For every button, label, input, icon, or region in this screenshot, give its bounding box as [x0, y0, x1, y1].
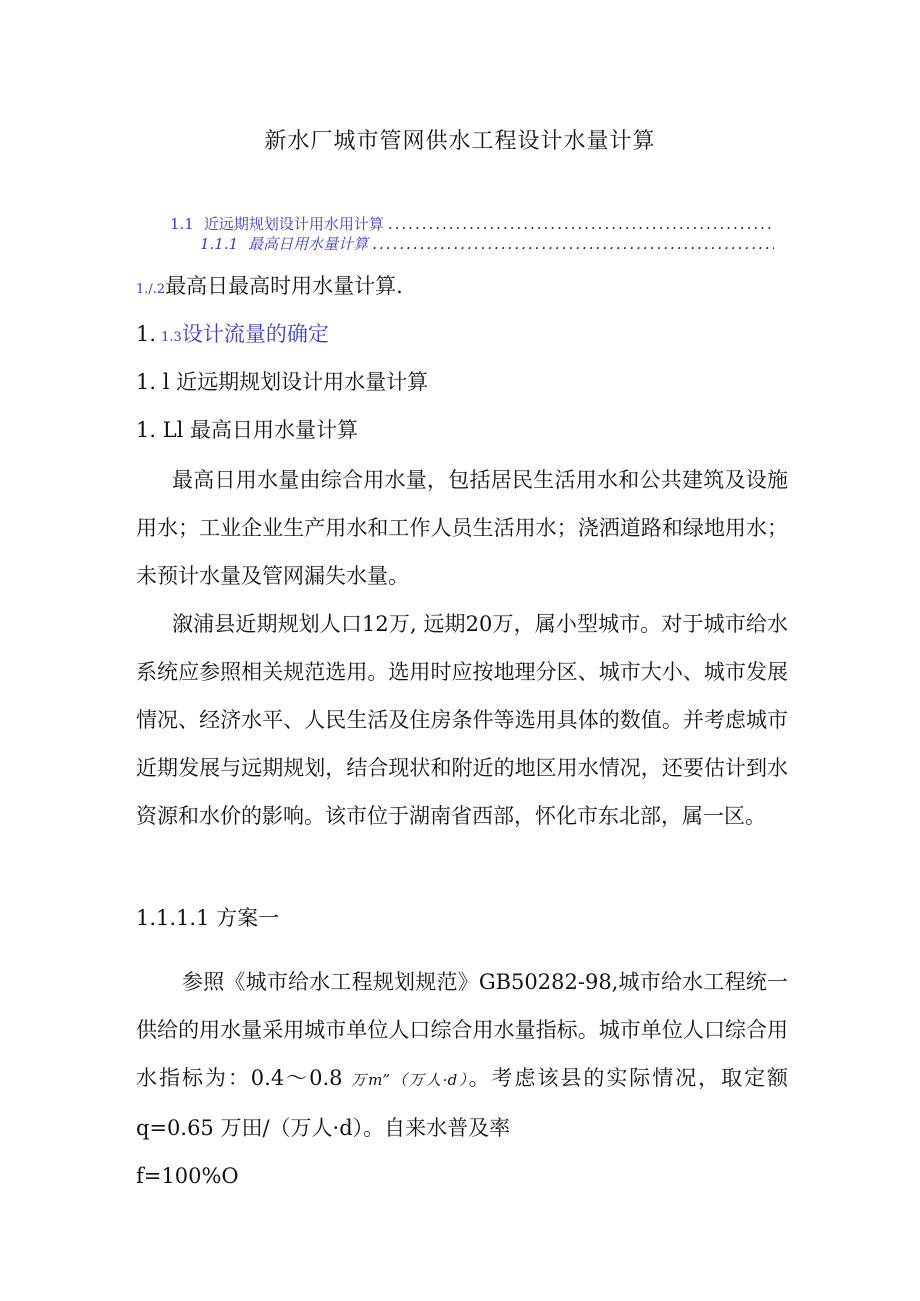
- heading-peak-hour: [136, 270, 403, 300]
- toc-leader-dots: [372, 235, 774, 253]
- heading-number-prefix: 1.: [136, 322, 157, 346]
- heading-option-one: 1.1.1.1 方案一: [136, 906, 280, 930]
- toc-entry-label[interactable]: 最高日用水量计算: [248, 235, 369, 253]
- toc-entry-number: 1.1: [170, 215, 194, 233]
- document-title: 新水厂城市管网供水工程设计水量计算: [264, 129, 656, 154]
- heading-design-flow: [136, 318, 329, 348]
- paragraph-standard: [136, 958, 788, 1152]
- toc-entry-1[interactable]: [170, 213, 774, 234]
- heading-number: 1.3: [161, 330, 182, 345]
- toc-entry-label[interactable]: 近远期规划设计用水用计算: [203, 215, 384, 233]
- toc-entry-2[interactable]: [200, 233, 774, 254]
- paragraph-text: 参照《城市给水工程规划规范》GB50282-98,城市给水工程统一供给的用水量采用城市单位人口综合用水量指标。城市单位人口综合用水指标为：0.4～0.8: [136, 970, 788, 1090]
- heading-text: 设计流量的确定: [181, 322, 329, 346]
- heading-planning-water: 1. l 近远期规划设计用水量计算: [136, 370, 429, 394]
- toc-leader-dots: [388, 215, 774, 233]
- paragraph-population: 溆浦县近期规划人口12万, 远期20万，属小型城市。对于城市给水系统应参照相关规范选用。选用时应按地理分区、城市大小、城市发展情况、经济水平、人民生活及住房条件等选用具体的数值。并考虑城市近期发展与远期规划，结合现状和附近的地区用水情况，还要估计到水资源和水价的影响。该市位于湖南省西部，怀化市东北部，属一区。: [136, 612, 788, 828]
- coverage-rate: f=100%O: [136, 1164, 239, 1188]
- heading-number: 1./.2: [136, 282, 166, 297]
- unit-text: 万m”（万人·d）: [351, 1071, 469, 1089]
- paragraph-text: 。考虑该县的实际情况，取定额 q=0.65 万田/（万人·d）。自来水普及率: [136, 1066, 789, 1140]
- heading-max-daily: 1. Ll 最高日用水量计算: [136, 418, 359, 442]
- toc-entry-number: 1.1.1: [200, 235, 239, 253]
- heading-text: 最高日最高时用水量计算.: [165, 274, 403, 298]
- paragraph-water-composition: 最高日用水量由综合用水量，包括居民生活用水和公共建筑及设施用水；工业企业生产用水和工作人员生活用水；浇洒道路和绿地用水；未预计水量及管网漏失水量。: [136, 468, 788, 588]
